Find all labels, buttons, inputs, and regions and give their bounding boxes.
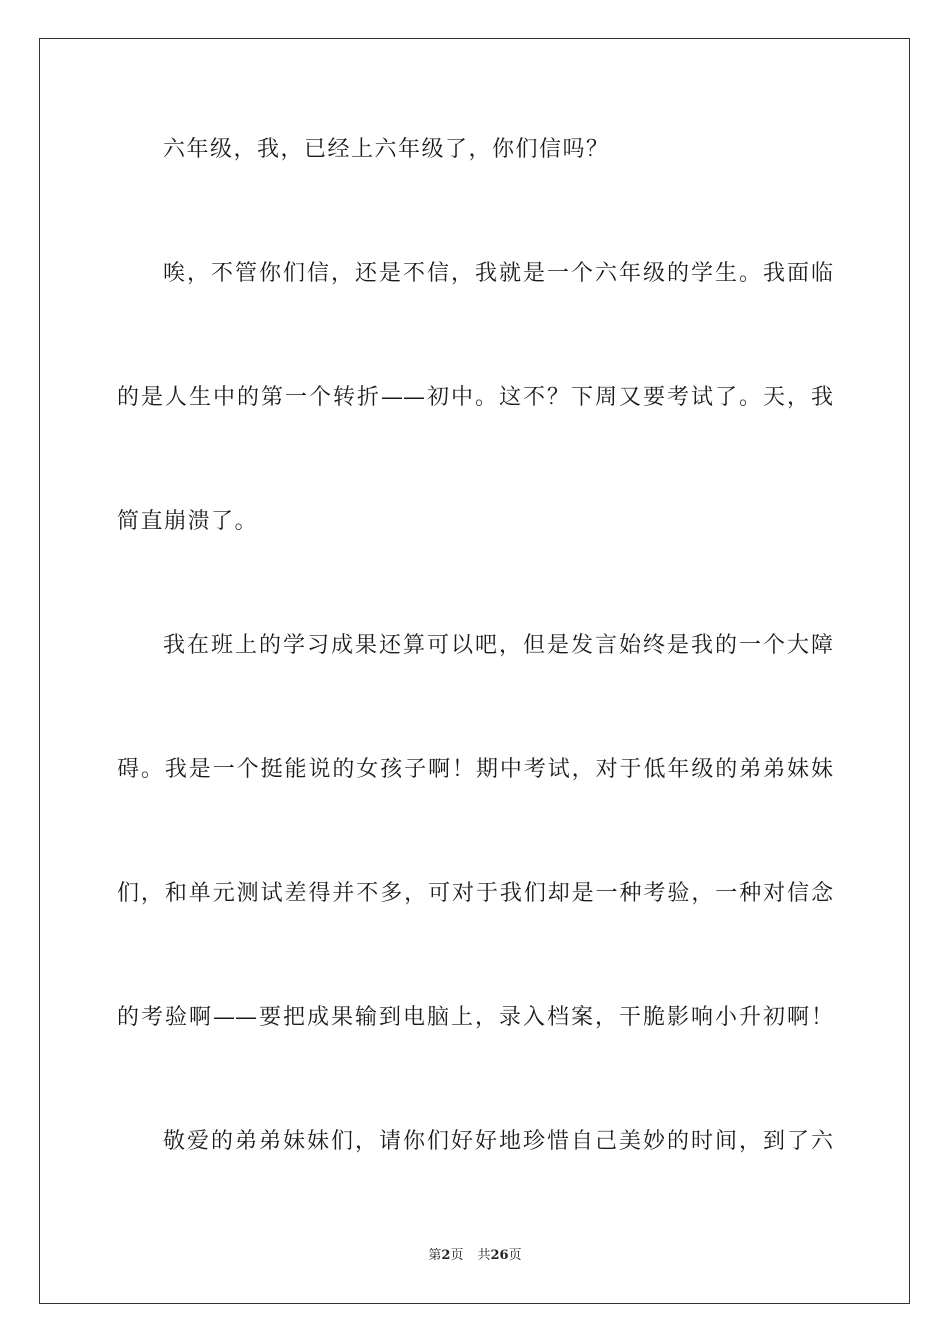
page-frame — [39, 38, 910, 1304]
paragraph-3-line-4: 的考验啊——要把成果输到电脑上，录入档案，干脆影响小升初啊！ — [117, 1005, 833, 1030]
footer-total-suffix: 页 — [508, 1248, 522, 1263]
footer-total-prefix: 共 — [477, 1248, 491, 1263]
page-footer — [0, 1247, 950, 1265]
paragraph-1-line-1: 六年级，我，已经上六年级了，你们信吗？ — [163, 137, 610, 162]
paragraph-3-line-3: 们，和单元测试差得并不多，可对于我们却是一种考验，一种对信念 — [117, 881, 833, 906]
paragraph-4-line-1: 敬爱的弟弟妹妹们，请你们好好地珍惜自己美妙的时间，到了六 — [163, 1129, 833, 1154]
footer-page-suffix: 页 — [450, 1248, 464, 1263]
paragraph-2-line-2: 的是人生中的第一个转折——初中。这不？下周又要考试了。天，我 — [117, 385, 833, 410]
paragraph-2-line-1: 唉，不管你们信，还是不信，我就是一个六年级的学生。我面临 — [163, 261, 833, 286]
footer-total-pages: 26 — [490, 1248, 509, 1263]
paragraph-3-line-2: 碍。我是一个挺能说的女孩子啊！期中考试，对于低年级的弟弟妹妹 — [117, 757, 833, 782]
footer-page-number: 2 — [441, 1248, 451, 1263]
paragraph-2-line-3: 简直崩溃了。 — [117, 509, 259, 534]
footer-page-prefix: 第 — [428, 1248, 442, 1263]
paragraph-3-line-1: 我在班上的学习成果还算可以吧，但是发言始终是我的一个大障 — [163, 633, 833, 658]
